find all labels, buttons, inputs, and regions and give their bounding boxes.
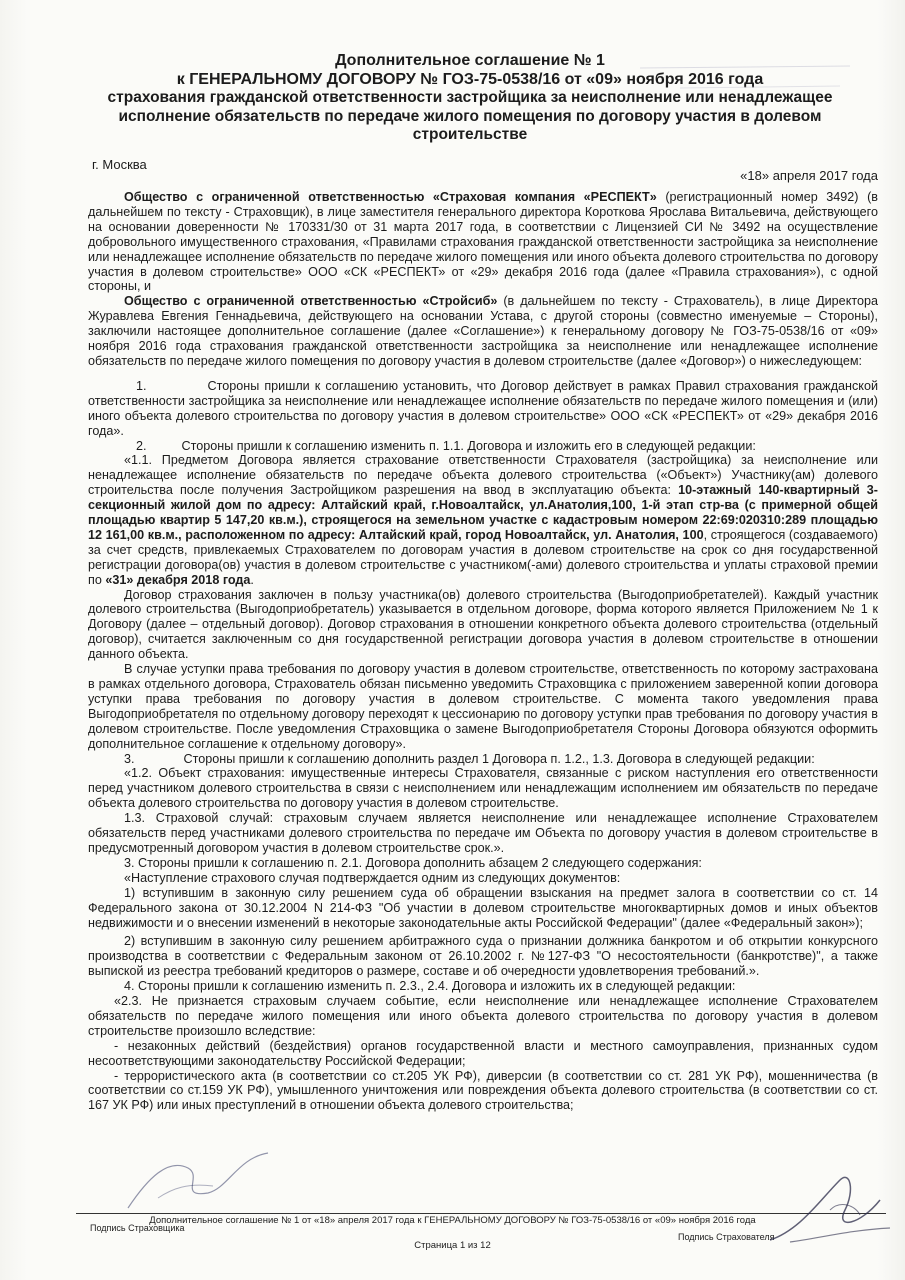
clause-3: [88, 752, 878, 767]
clause-2-quote-1-a: «1.1. Предметом Договора является страхование ответственности Страхователя (застройщика) за неисполнение или ненадлежащее исполнение обязательств по передаче объекта долевого строительства («Объект») Участнику(ам) долевого строительства после получения Застройщиком разрешения на ввод в эксплуатацию объекта:: [88, 453, 878, 498]
clause-2-quote-2: Договор страхования заключен в пользу участника(ов) долевого строительства (Выгодоприобретателей). Каждый участник долевого строительства (Выгодоприобретатель) указывается в отдельном договоре, форма которого является Приложением № 1 к Договору (далее – отдельный договор). Договор страхования в отношении конкретного объекта долевого строительства (отдельный договор), считается заключенным со дня государственной регистрации договора участия в долевом строительстве в отношении данного объекта.: [88, 587, 878, 662]
clause-2-quote-1: [88, 453, 878, 587]
clause-3-number: 3.: [124, 751, 135, 766]
clause-2-quote-1-e: .: [250, 572, 254, 587]
clause-5-quote-3: - террористического акта (в соответствии со ст.205 УК РФ), диверсии (в соответствии со ст. 281 УК РФ), мошенничества (в соответствии со ст.159 УК РФ), умышленного уничтожения или повреждения объекта долевого строительства (в соответствии со ст. 167 УК РФ) или иных преступлений в отношении объекта долевого строительства;: [88, 1068, 878, 1113]
party-insurer: [88, 190, 878, 294]
document-body: [88, 184, 878, 1113]
clause-4-quote-3: 2) вступившим в законную силу решением арбитражного суда о признании должника банкротом и об открытии конкурсного производства в соответствии с Федеральным законом от 26.10.2002 г. №127-ФЗ "О несостоятельности (банкротстве)", а также выпиской из реестра требований кредиторов о размере, составе и об очередности удовлетворения требований.».: [88, 934, 878, 979]
insurer-signature-label: Подпись Страховщика: [90, 1223, 185, 1233]
policyholder-signature-scribble: [760, 1170, 900, 1250]
clause-3-text: Стороны пришли к соглашению дополнить раздел 1 Договора п. 1.2., 1.3. Договора в следующей редакции:: [183, 751, 815, 766]
insurer-details: (регистрационный номер 3492) (в дальнейшем по тексту - Страховщик), в лице заместителя генерального директора Короткова Ярослава Витальевича, действующего на основании доверенности № 170331/30 от 31 марта 2017 года, в соответствии с Лицензией СИ № 3492 на осуществление добровольного имущественного страхования, «Правилами страхования гражданской ответственности застройщика за неисполнение или ненадлежащее исполнение обязательств по передаче жилого помещения или иного объекта долевого строительства по договору участия в долевом строительстве» ООО «СК «РЕСПЕКТ» от «29» декабря 2016 года (далее «Правила страхования»), с одной стороны, и: [88, 190, 878, 294]
clause-1: [88, 379, 878, 439]
clause-5-quote-1: «2.3. Не признается страховым случаем событие, если неисполнение или ненадлежащее исполнение Страхователем обязательств по передаче жилого помещения или иного объекта долевого строительства по договору участия в долевом строительстве произошло вследствие:: [88, 994, 878, 1038]
party-policyholder: [88, 294, 878, 369]
footer-running-title: Дополнительное соглашение № 1 от «18» апреля 2017 года к ГЕНЕРАЛЬНОМУ ДОГОВОРУ № ГОЗ-75-0538/16 от «09» ноября 2016 года: [149, 1215, 756, 1226]
policyholder-details: (в дальнейшем по тексту - Страхователь), в лице Директора Журавлева Евгения Геннадьевича, действующего на основании Устава, с другой стороны (совместно именуемые – Стороны), заключили настоящее дополнительное соглашение (далее «Соглашение») к генеральному договору № ГОЗ-75-0538/16 от «09» ноября 2016 года страхования гражданской ответственности застройщика за неисполнение или ненадлежащее исполнение обязательств по передаче жилого помещения по договору участия в долевом строительстве (далее «Договор») о нижеследующем:: [88, 294, 878, 368]
clause-4-quote-2: 1) вступившим в законную силу решением суда об обращении взыскания на предмет залога в соответствии со ст. 14 Федерального закона от 30.12.2004 N 214-ФЗ "Об участии в долевом строительстве многоквартирных домов и иных объектов недвижимости и о внесении изменений в некоторые законодательные акты Российской Федерации" (далее «Федеральный закон»);: [88, 885, 878, 930]
clause-3-quote-2: 1.3. Страховой случай: страховым случаем является неисполнение или ненадлежащее исполнение Страхователем обязательств перед участниками долевого строительства по передаче им Объекта по договору участия в долевом строительстве в предусмотренный договором участия в долевом строительстве срок.».: [88, 811, 878, 855]
title-line-2: к ГЕНЕРАЛЬНОМУ ДОГОВОРУ № ГОЗ-75-0538/16 от «09» ноября 2016 года: [176, 70, 764, 88]
title-line-5: строительстве: [412, 126, 528, 143]
clause-1-text: Стороны пришли к соглашению установить, что Договор действует в рамках Правил страхования гражданской ответственности застройщика за неисполнение или ненадлежащее исполнение обязательств по передаче жилого помещения и (или) иного объекта долевого строительства по договору участия в долевом строительстве» ООО «СК «РЕСПЕКТ» от «29» декабря 2016 года».: [88, 378, 878, 438]
clause-5: 4. Стороны пришли к соглашению изменить п. 2.3., 2.4. Договора и изложить их в следующей редакции:: [124, 979, 736, 994]
insurer-signature-scribble: [118, 1138, 278, 1218]
policyholder-signature-label: Подпись Страхователя: [678, 1232, 775, 1242]
clause-2-text: Стороны пришли к соглашению изменить п. 1.1. Договора и изложить его в следующей редакции:: [181, 438, 756, 453]
clause-3-quote-1: «1.2. Объект страхования: имущественные интересы Страхователя, связанные с риском наступления его ответственности перед участником долевого строительства в связи с неисполнением или ненадлежащим исполнением им обязательств по передаче объекта долевого строительства по договору участия в долевом строительстве.: [88, 766, 878, 811]
clause-1-number: 1.: [136, 378, 147, 393]
clause-2-quote-3: В случае уступки права требования по договору участия в долевом строительстве, ответственность по которому застрахована в рамках отдельного договора, Страхователь обязан письменно уведомить Страховщика с приложением заверенной копии договора уступки права требования по договору участия в долевом строительстве. С момента такого уведомления права Выгодоприобретателя по отдельному договору переходят к цессионарию по договору уступки прав требования по договору участия в долевом строительстве. После уведомления Страховщика о замене Выгодоприобретателя Стороны Договора обязуются оформить дополнительное соглашение к отдельному договору».: [88, 662, 878, 751]
city: г. Москва: [92, 157, 147, 172]
insurer-name: Общество с ограниченной ответственностью «Страховая компания «РЕСПЕКТ»: [124, 190, 657, 204]
title-line-4: исполнение обязательств по передаче жилого помещения по договору участия в долевом: [118, 107, 822, 125]
term-date: «31» декабря 2018 года: [105, 572, 251, 587]
agreement-date: «18» апреля 2017 года: [740, 168, 878, 183]
clause-2-number: 2.: [136, 438, 147, 453]
clause-4: 3. Стороны пришли к соглашению п. 2.1. Договора дополнить абзацем 2 следующего содержания:: [124, 855, 702, 870]
policyholder-name: Общество с ограниченной ответственностью «Стройсиб»: [124, 294, 498, 309]
page-number: Страница 1 из 12: [414, 1240, 491, 1251]
stamp-marks: [640, 48, 860, 108]
clause-5-quote-2: - незаконных действий (бездействия) органов государственной власти и местного самоуправления, признанных судом несоответствующими законодательству Российской Федерации;: [88, 1038, 878, 1068]
object-description: 10-этажный 140-квартирный 3-секционный жилой дом по адресу: Алтайский край, г.Новоалтайск, ул.Анатолия,100, 1-й этап стр-ва (с примерной общей площадью квартир 5 147,20 кв.м.), строящегося на земельном участке с кадастровым номером 22:69:020310:289 площадью 12 161,00 кв.м., расположенном по адресу: Алтайский край, город Новоалтайск, ул. Анатолия, 100: [88, 483, 878, 542]
title-line-3: страхования гражданской ответственности застройщика за неисполнение или ненадлежащее: [107, 89, 833, 106]
clause-4-quote-1: «Наступление страхового случая подтверждается одним из следующих документов:: [124, 870, 621, 885]
clause-2-quote-1-c: , строящегося (создаваемого) за счет средств, привлекаемых Страхователем по договорам участия в долевом строительстве на срок со дня государственной регистрации договора(ов) участия в долевом строительстве с участником(-ами) долевого строительства и уплаты страховой премии по: [88, 527, 878, 587]
title-line-1: Дополнительное соглашение № 1: [335, 52, 605, 69]
clause-2: [88, 439, 878, 454]
